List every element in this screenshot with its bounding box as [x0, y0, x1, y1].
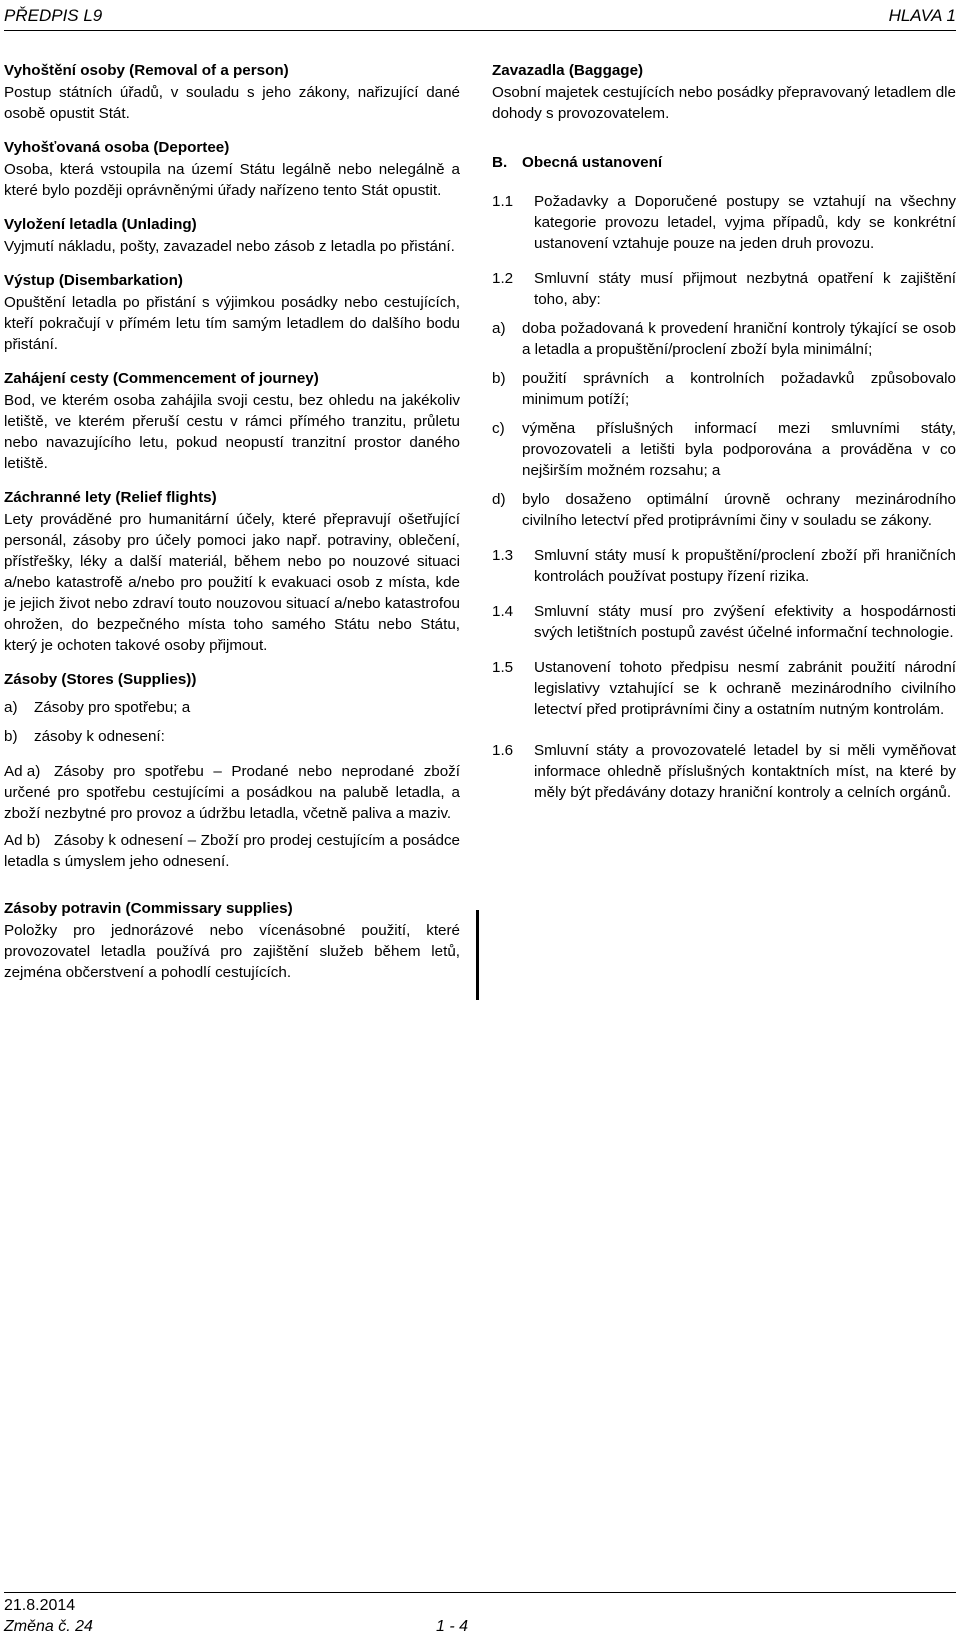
header-chapter: HLAVA 1: [888, 6, 956, 25]
ad-item-label: Ad b): [4, 832, 41, 849]
definition-commissary: [4, 898, 460, 983]
right-column: [492, 60, 956, 817]
list-item-text: Zásoby pro spotřebu; a: [34, 699, 191, 716]
ad-item-label: Ad a): [4, 763, 41, 780]
list-item-label: c): [492, 420, 505, 437]
definition-commencement: [4, 368, 460, 474]
definition-relief-flights: [4, 487, 460, 656]
list-item-text: bylo dosaženo optimální úrovně ochrany mezinárodního civilního letectví před protiprávními činy v souladu se zákony.: [522, 491, 956, 529]
clause-1-6: [492, 740, 956, 803]
ad-item: [4, 761, 460, 824]
clause-text: Smluvní státy musí pro zvýšení efektivity a hospodárnosti svých letištních postupů zavést účelné informační technologie.: [534, 603, 956, 641]
list-item-label: d): [492, 491, 506, 508]
list-item-text: zásoby k odnesení:: [34, 728, 165, 745]
definition-title: Zahájení cesty (Commencement of journey): [4, 370, 319, 387]
definition-text: Opuštění letadla po přistání s výjimkou posádky nebo cestujících, kteří pokračují v přímém letu tím samým letadlem do dalšího bodu přistání.: [4, 294, 460, 353]
page-footer: [4, 1592, 956, 1635]
list-item-text: doba požadovaná k provedení hraniční kontroly týkající se osob a letadla a propuštění/proclení zboží byla minimální;: [522, 320, 956, 358]
definition-stores: [4, 669, 460, 872]
clause-first-line: [492, 268, 956, 310]
definition-text: Vyjmutí nákladu, pošty, zavazadel nebo zásob z letadla po přistání.: [4, 238, 455, 255]
clause-text: Smluvní státy musí přijmout nezbytná opatření k zajištění toho, aby:: [534, 270, 956, 308]
footer-page-number: 1 - 4: [436, 1618, 469, 1635]
clause-number: 1.6: [492, 742, 514, 759]
footer-amendment: Změna č. 24: [4, 1618, 93, 1635]
clause-text: Požadavky a Doporučené postupy se vztahují na všechny kategorie provozu letadel, vyjma případů, kdy se konkrétní ustanovení vztahuje pouze na jeden druh provozu.: [534, 193, 956, 252]
header-document-name: PŘEDPIS L9: [4, 6, 103, 25]
definition-text: Osoba, která vstoupila na území Státu legálně nebo nelegálně a které bylo později oprávněnými úřady nařízeno tento Stát opustit.: [4, 161, 460, 199]
list-item-text: výměna příslušných informací mezi smluvními státy, provozovateli a letišti byla podporována a prováděna v co nejširším možném rozsahu; a: [522, 420, 956, 479]
clause-1-5: [492, 657, 956, 720]
section-heading: [492, 152, 956, 173]
definition-title: Zásoby (Stores (Supplies)): [4, 671, 197, 688]
clause-1-4: [492, 601, 956, 643]
definition-title: Výstup (Disembarkation): [4, 272, 183, 289]
definition-title: Zavazadla (Baggage): [492, 62, 644, 79]
definition-baggage: [492, 60, 956, 124]
list-item-label: b): [492, 370, 506, 387]
list-item-label: a): [492, 320, 506, 337]
section-label: B.: [492, 154, 508, 171]
ad-item-text: Zásoby k odnesení – Zboží pro prodej cestujícím a posádce letadla s úmyslem jeho odnesení.: [4, 832, 460, 870]
left-column: [4, 60, 460, 996]
clause-number: 1.1: [492, 193, 514, 210]
clause-1-3: [492, 545, 956, 587]
definition-removal: [4, 60, 460, 124]
definition-text: Lety prováděné pro humanitární účely, které přepravují ošetřující personál, zásoby pro účely pomoci jako např. potraviny, oblečení, přístřešky, léky a další materiál, během nebo po nouzové situaci a/nebo katastrofě a/nebo pro použití k evakuaci osob z místa, kde je jejich život nebo zdraví touto nouzovou situací a/nebo katastrofou ohrožen, do bezpečného místa toho samého Státu nebo Státu, který je ochoten takové osoby přijmout.: [4, 511, 460, 654]
list-item: [492, 489, 956, 531]
clause-number: 1.5: [492, 659, 514, 676]
definition-title: Zásoby potravin (Commissary supplies): [4, 900, 293, 917]
clause-number: 1.4: [492, 603, 514, 620]
clause-text: Smluvní státy a provozovatelé letadel by si měli vyměňovat informace ohledně příslušných kontaktních míst, na které by měly být předávány dotazy hraniční kontroly a celních orgánů.: [534, 742, 956, 801]
revision-bar: [476, 910, 479, 1000]
definition-title: Záchranné lety (Relief flights): [4, 489, 217, 506]
definition-text: Bod, ve kterém osoba zahájila svoji cestu, bez ohledu na jakékoliv letiště, ve kterém přeruší cestu v rámci přímého tranzitu, průletu nebo navazujícího letu, pokud neopustí tranzitní prostor daného letiště.: [4, 392, 460, 472]
definition-text: Postup státních úřadů, v souladu s jeho zákony, nařizující dané osobě opustit Stát.: [4, 84, 460, 122]
list-item: [492, 418, 956, 481]
definition-title: Vyložení letadla (Unlading): [4, 216, 197, 233]
definition-unlading: [4, 214, 460, 257]
list-item-label: b): [4, 728, 18, 745]
clause-text: Ustanovení tohoto předpisu nesmí zabránit použití národní legislativy vztahující se k ochraně mezinárodního civilního letectví před protiprávními činy a ostatním nutným kontrolám.: [534, 659, 956, 718]
clause-text: Smluvní státy musí k propuštění/proclení zboží při hraničních kontrolách používat postupy řízení rizika.: [534, 547, 956, 585]
ad-item: [4, 830, 460, 872]
page-header: [4, 4, 956, 31]
list-item: [492, 368, 956, 410]
list-item: [4, 697, 460, 718]
ad-item-text: Zásoby pro spotřebu – Prodané nebo neprodané zboží určené pro spotřebu cestujícími a posádkou na palubě letadla, a zboží nezbytné pro provoz a údržbu letadla, včetně paliva a maziv.: [4, 763, 460, 822]
list-item: [4, 726, 460, 747]
definition-title: Vyhoštění osoby (Removal of a person): [4, 62, 289, 79]
definition-deportee: [4, 137, 460, 201]
clause-number: 1.2: [492, 270, 514, 287]
definition-text: Položky pro jednorázové nebo vícenásobné použití, které provozovatel letadla používá pro zajištění služeb během letů, zejména občerstvení a pohodlí cestujících.: [4, 922, 460, 981]
section-title: Obecná ustanovení: [522, 154, 663, 171]
definition-text: Osobní majetek cestujících nebo posádky přepravovaný letadlem dle dohody s provozovatelem.: [492, 84, 956, 122]
list-item-label: a): [4, 699, 18, 716]
clause-1-1: [492, 191, 956, 254]
clause-number: 1.3: [492, 547, 514, 564]
clause-1-2: [492, 268, 956, 531]
definition-title: Vyhošťovaná osoba (Deportee): [4, 139, 230, 156]
list-item-text: použití správních a kontrolních požadavků způsobovalo minimum potíží;: [522, 370, 956, 408]
list-item: [492, 318, 956, 360]
definition-disembarkation: [4, 270, 460, 355]
footer-date: 21.8.2014: [4, 1597, 76, 1614]
